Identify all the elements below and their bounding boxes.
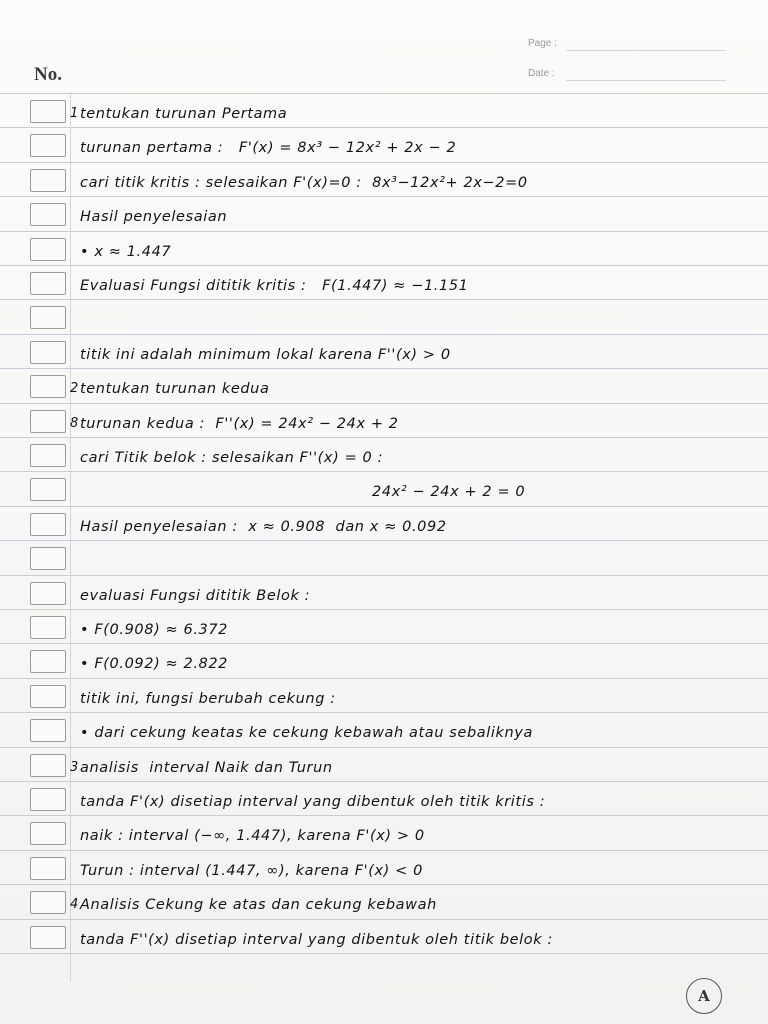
handwritten-line: turunan pertama : F'(x) = 8x³ − 12x² + 2x − 2	[80, 140, 457, 156]
step-number: 3	[70, 760, 79, 775]
handwritten-line: • F(0.908) ≈ 6.372	[80, 622, 229, 638]
margin-line	[70, 92, 71, 982]
handwritten-line: Analisis Cekung ke atas dan cekung kebawah	[80, 897, 437, 913]
ruled-line	[0, 93, 768, 94]
row-checkbox[interactable]	[30, 375, 66, 398]
handwritten-line: Hasil penyelesaian : x ≈ 0.908 dan x ≈ 0.092	[80, 519, 447, 535]
row-checkbox[interactable]	[30, 822, 66, 845]
row-checkbox[interactable]	[30, 444, 66, 467]
handwritten-line: tanda F'(x) disetiap interval yang dibentuk oleh titik kritis :	[80, 794, 546, 810]
ruled-line	[0, 403, 768, 404]
row-checkbox[interactable]	[30, 616, 66, 639]
ruled-line	[0, 815, 768, 816]
ruled-line	[0, 506, 768, 507]
row-checkbox[interactable]	[30, 547, 66, 570]
ruled-line	[0, 781, 768, 782]
handwritten-line: cari titik kritis : selesaikan F'(x)=0 : 8x³−12x²+ 2x−2=0	[80, 175, 528, 191]
handwritten-line: 24x² − 24x + 2 = 0	[372, 484, 526, 500]
handwritten-line: tanda F''(x) disetiap interval yang dibentuk oleh titik belok :	[80, 932, 553, 948]
row-checkbox[interactable]	[30, 788, 66, 811]
row-checkbox[interactable]	[30, 238, 66, 261]
handwritten-line: turunan kedua : F''(x) = 24x² − 24x + 2	[80, 416, 399, 432]
ruled-line	[0, 540, 768, 541]
ruled-line	[0, 747, 768, 748]
date-label: Date :	[528, 68, 555, 79]
row-checkbox[interactable]	[30, 513, 66, 536]
step-number: 8	[70, 416, 79, 431]
page-field-line	[566, 50, 726, 51]
watermark-seal: A	[686, 978, 722, 1014]
ruled-line	[0, 678, 768, 679]
row-checkbox[interactable]	[30, 169, 66, 192]
row-checkbox[interactable]	[30, 410, 66, 433]
ruled-line	[0, 368, 768, 369]
row-checkbox[interactable]	[30, 134, 66, 157]
row-checkbox[interactable]	[30, 926, 66, 949]
handwritten-line: cari Titik belok : selesaikan F''(x) = 0 :	[80, 450, 384, 466]
ruled-line	[0, 712, 768, 713]
handwritten-line: Hasil penyelesaian	[80, 209, 228, 225]
handwritten-line: naik : interval (−∞, 1.447), karena F'(x) > 0	[80, 828, 425, 844]
row-checkbox[interactable]	[30, 203, 66, 226]
row-checkbox[interactable]	[30, 100, 66, 123]
row-checkbox[interactable]	[30, 306, 66, 329]
page-label: Page :	[528, 38, 557, 49]
row-checkbox[interactable]	[30, 341, 66, 364]
ruled-line	[0, 850, 768, 851]
ruled-line	[0, 299, 768, 300]
ruled-line	[0, 265, 768, 266]
handwritten-line: analisis interval Naik dan Turun	[80, 760, 333, 776]
ruled-line	[0, 231, 768, 232]
row-checkbox[interactable]	[30, 582, 66, 605]
ruled-line	[0, 162, 768, 163]
step-number: 2	[70, 381, 79, 396]
row-checkbox[interactable]	[30, 650, 66, 673]
ruled-line	[0, 609, 768, 610]
row-checkbox[interactable]	[30, 272, 66, 295]
handwritten-line: • dari cekung keatas ke cekung kebawah atau sebaliknya	[80, 725, 533, 741]
row-checkbox[interactable]	[30, 478, 66, 501]
handwritten-line: tentukan turunan kedua	[80, 381, 270, 397]
ruled-line	[0, 127, 768, 128]
handwritten-line: • F(0.092) ≈ 2.822	[80, 656, 229, 672]
ruled-line	[0, 334, 768, 335]
handwritten-line: tentukan turunan Pertama	[80, 106, 288, 122]
ruled-line	[0, 196, 768, 197]
row-checkbox[interactable]	[30, 719, 66, 742]
handwritten-line: Turun : interval (1.447, ∞), karena F'(x) < 0	[80, 863, 423, 879]
ruled-line	[0, 437, 768, 438]
handwritten-line: • x ≈ 1.447	[80, 244, 172, 260]
ruled-line	[0, 643, 768, 644]
number-label: No.	[34, 64, 62, 85]
step-number: 1	[70, 106, 79, 121]
ruled-line	[0, 919, 768, 920]
ruled-line	[0, 471, 768, 472]
handwritten-line: titik ini, fungsi berubah cekung :	[80, 691, 336, 707]
row-checkbox[interactable]	[30, 891, 66, 914]
handwritten-line: evaluasi Fungsi dititik Belok :	[80, 588, 311, 604]
ruled-line	[0, 575, 768, 576]
row-checkbox[interactable]	[30, 754, 66, 777]
handwritten-line: Evaluasi Fungsi dititik kritis : F(1.447) ≈ −1.151	[80, 278, 469, 294]
step-number: 4	[70, 897, 79, 912]
handwritten-line: titik ini adalah minimum lokal karena F''(x) > 0	[80, 347, 451, 363]
ruled-line	[0, 884, 768, 885]
row-checkbox[interactable]	[30, 857, 66, 880]
ruled-line	[0, 953, 768, 954]
row-checkbox[interactable]	[30, 685, 66, 708]
date-field-line	[566, 80, 726, 81]
